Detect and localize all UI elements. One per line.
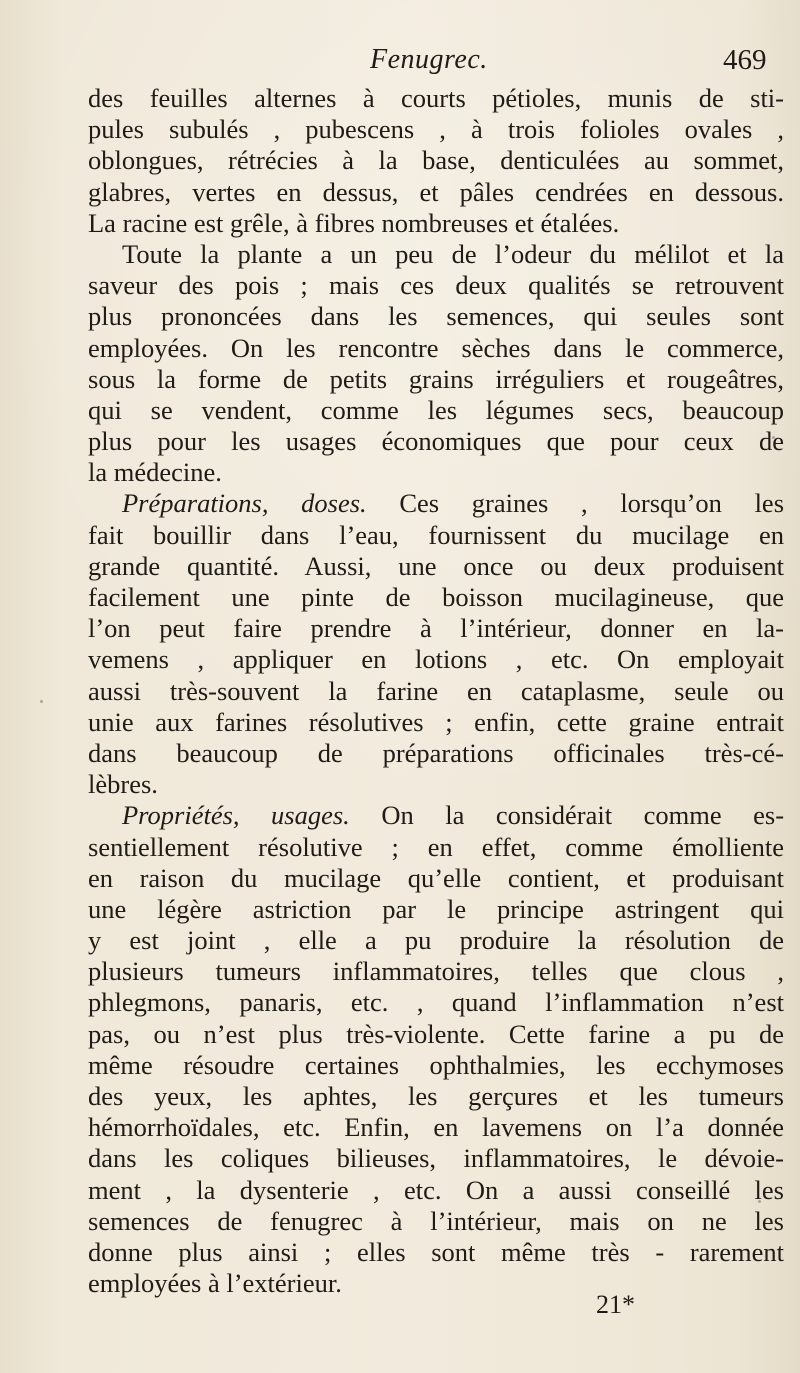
text-line: grande quantité. Aussi, une once ou deux produisent (88, 550, 784, 581)
text-line: Toute la plante a un peu de l’odeur du mélilot et la (122, 238, 784, 269)
text-line: saveur des pois ; mais ces deux qualités se retrouvent (88, 270, 784, 301)
text-line: pules subulés , pubescens , à trois folioles ovales , (88, 114, 784, 145)
text-line: une légère astriction par le principe astringent qui (88, 893, 784, 924)
text-line: donne plus ainsi ; elles sont même très - rarement (88, 1236, 784, 1267)
text-line: fait bouillir dans l’eau, fournissent du mucilage en (88, 519, 784, 550)
text-line-rest: On la considérait comme es- (381, 800, 785, 831)
text-line: facilement une pinte de boisson mucilagineuse, que (88, 582, 784, 612)
text-line: qui se vendent, comme les légumes secs, beaucoup (88, 394, 784, 425)
text-line: en raison du mucilage qu’elle contient, et produisant (88, 862, 784, 893)
text-line: des yeux, les aphtes, les gerçures et les tumeurs (88, 1081, 784, 1111)
page-header (0, 44, 800, 84)
text-line: même résoudre certaines ophthalmies, les ecchymoses (88, 1049, 784, 1080)
text-line: lèbres. (88, 769, 158, 800)
paper-speck (40, 700, 43, 703)
text-line: dans beaucoup de préparations officinales très-cé- (88, 737, 784, 768)
text-line: y est joint , elle a pu produire la résolution de (88, 925, 784, 956)
text-line: oblongues, rétrécies à la base, denticulées au sommet, (88, 145, 784, 176)
running-title: Fenugrec. (370, 44, 488, 75)
text-line-with-heading (88, 800, 784, 831)
text-line: des feuilles alternes à courts pétioles, munis de sti- (88, 83, 784, 113)
text-line: employées à l’extérieur. (88, 1268, 342, 1299)
signature-mark: 21* (596, 1290, 635, 1319)
paper-speck (766, 160, 769, 163)
text-line: dans les coliques bilieuses, inflammatoires, le dévoie- (88, 1143, 784, 1174)
section-heading-proprietes: Propriétés, usages. (122, 800, 350, 831)
text-line: la médecine. (88, 457, 222, 488)
text-line: plus pour les usages économiques que pour ceux de (88, 426, 784, 457)
text-line: glabres, vertes en dessus, et pâles cendrées en dessous. (88, 176, 784, 207)
text-line: pas, ou n’est plus très-violente. Cette farine a pu de (88, 1018, 784, 1049)
text-line: sous la forme de petits grains irréguliers et rougeâtres, (88, 363, 784, 394)
text-line: ment , la dysenterie , etc. On a aussi conseillé les (88, 1174, 784, 1205)
text-line: La racine est grêle, à fibres nombreuses et étalées. (88, 207, 620, 238)
text-line: sentiellement résolutive ; en effet, comme émolliente (88, 831, 784, 862)
text-line-rest: Ces graines , lorsqu’on les (399, 488, 785, 519)
text-line: l’on peut faire prendre à l’intérieur, donner en la- (88, 613, 784, 644)
page-number: 469 (723, 44, 767, 76)
body-text (88, 83, 784, 1299)
text-line: vemens , appliquer en lotions , etc. On employait (88, 644, 784, 675)
text-line: plus prononcées dans les semences, qui seules sont (88, 301, 784, 332)
text-line: unie aux farines résolutives ; enfin, cette graine entrait (88, 706, 784, 737)
text-line: plusieurs tumeurs inflammatoires, telles que clous , (88, 956, 784, 987)
text-line: employées. On les rencontre sèches dans le commerce, (88, 332, 784, 363)
paper-speck (758, 1200, 761, 1203)
text-line: semences de fenugrec à l’intérieur, mais on ne les (88, 1205, 784, 1236)
section-heading-preparations: Préparations, doses. (122, 488, 367, 519)
paper-speck (772, 436, 775, 439)
text-line: hémorrhoïdales, etc. Enfin, en lavemens on l’a donnée (88, 1112, 784, 1143)
text-line: aussi très-souvent la farine en cataplasme, seule ou (88, 675, 784, 706)
text-line: phlegmons, panaris, etc. , quand l’inflammation n’est (88, 987, 784, 1018)
text-line-with-heading (88, 488, 784, 519)
